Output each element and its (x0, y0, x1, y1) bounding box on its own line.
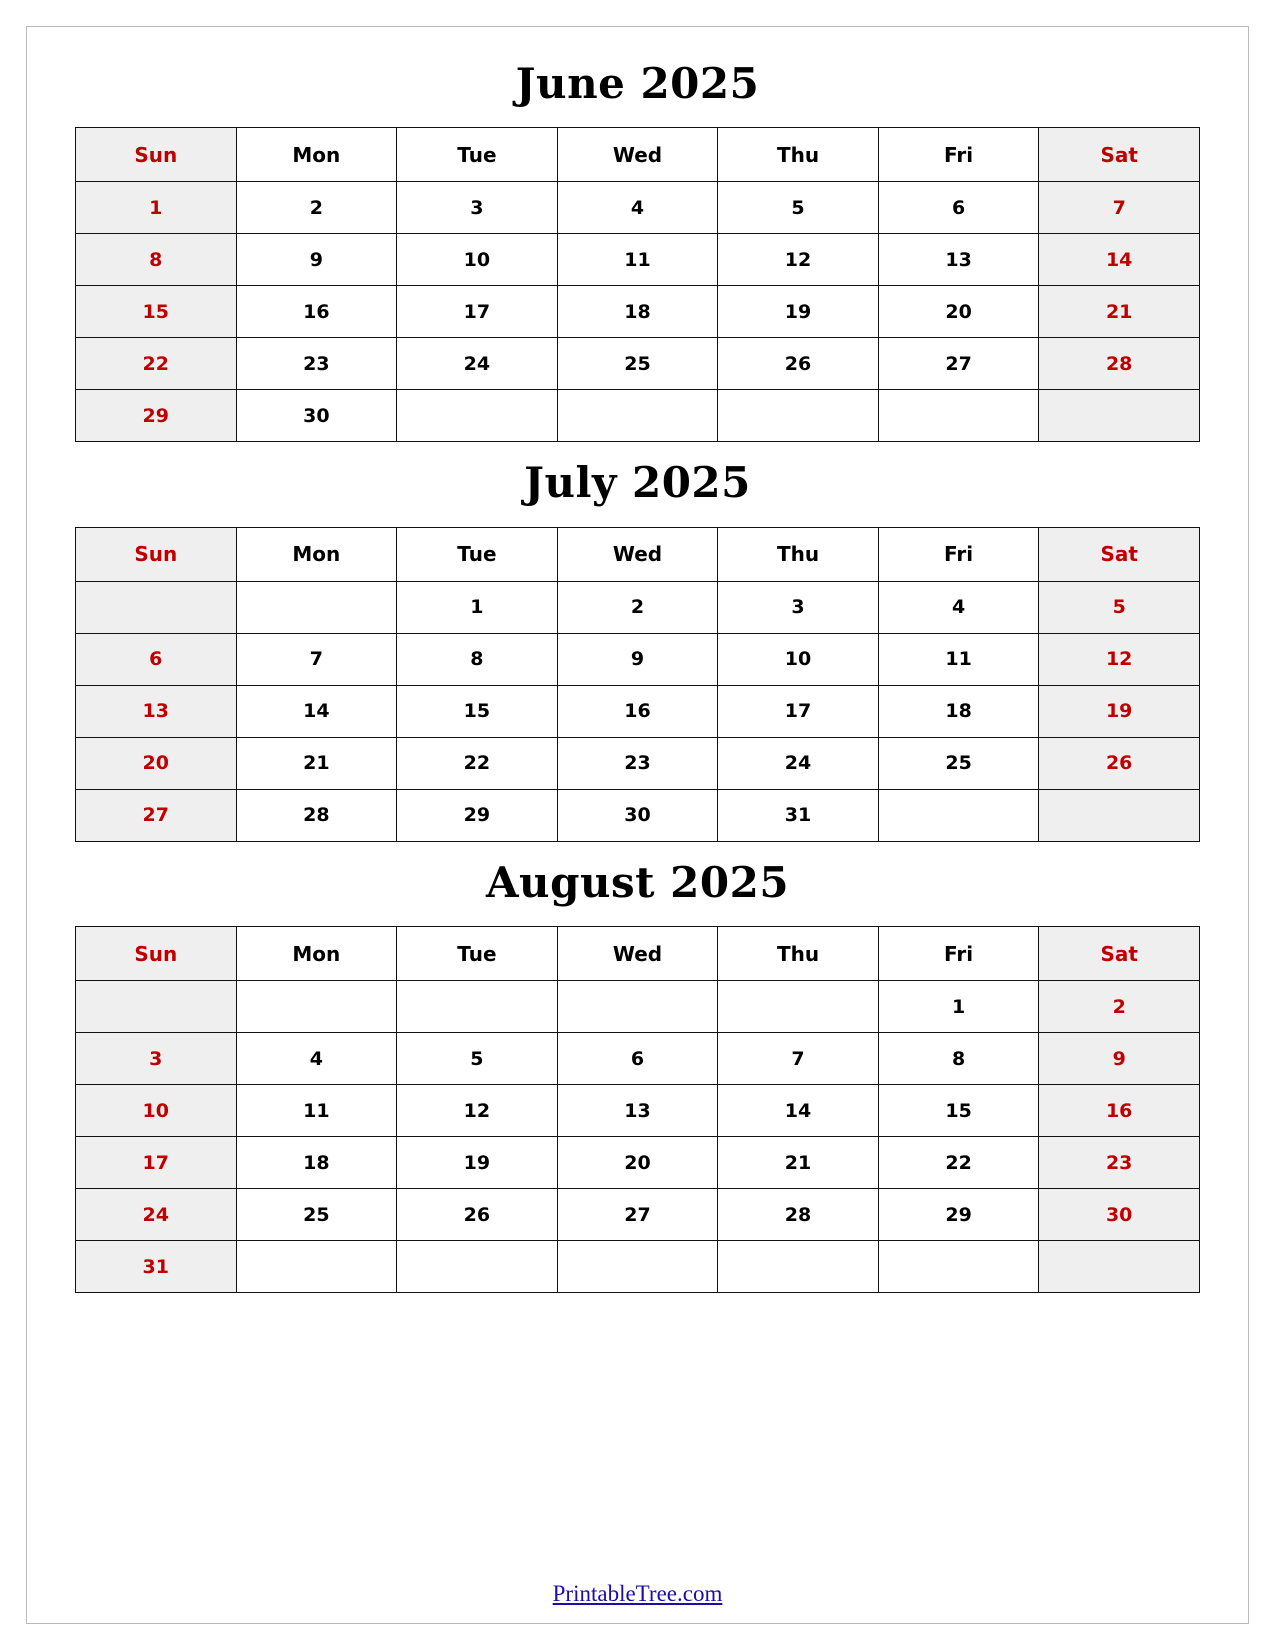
day-cell: 11 (557, 234, 718, 286)
calendar-week-row (76, 581, 1200, 633)
day-cell (397, 390, 558, 442)
day-cell: 4 (878, 581, 1039, 633)
day-cell: 1 (878, 981, 1039, 1033)
calendar-week-row (76, 1241, 1200, 1293)
weekday-header-tue: Tue (397, 927, 558, 981)
day-cell (557, 1241, 718, 1293)
day-cell: 29 (397, 789, 558, 841)
day-cell (718, 390, 879, 442)
day-cell: 30 (557, 789, 718, 841)
day-cell: 17 (76, 1137, 237, 1189)
day-cell: 16 (236, 286, 397, 338)
day-cell: 19 (1039, 685, 1200, 737)
day-cell (718, 981, 879, 1033)
day-cell: 10 (718, 633, 879, 685)
day-cell: 27 (878, 338, 1039, 390)
day-cell: 29 (878, 1189, 1039, 1241)
day-cell (1039, 390, 1200, 442)
day-cell: 12 (397, 1085, 558, 1137)
day-cell: 29 (76, 390, 237, 442)
day-cell: 18 (878, 685, 1039, 737)
weekday-header-thu: Thu (718, 527, 879, 581)
day-cell: 13 (557, 1085, 718, 1137)
day-cell: 21 (718, 1137, 879, 1189)
month-block-july (75, 448, 1200, 841)
day-cell (557, 390, 718, 442)
day-cell: 10 (76, 1085, 237, 1137)
day-cell: 8 (397, 633, 558, 685)
calendar-week-row (76, 234, 1200, 286)
weekday-header-sat: Sat (1039, 128, 1200, 182)
calendar-week-row (76, 390, 1200, 442)
day-cell: 7 (718, 1033, 879, 1085)
month-title-august: August 2025 (485, 857, 790, 907)
day-cell: 3 (718, 581, 879, 633)
calendar-week-row (76, 338, 1200, 390)
day-cell: 13 (878, 234, 1039, 286)
day-cell (1039, 789, 1200, 841)
weekday-header-sat: Sat (1039, 927, 1200, 981)
day-cell: 28 (236, 789, 397, 841)
day-cell: 25 (557, 338, 718, 390)
day-cell: 26 (1039, 737, 1200, 789)
day-cell: 22 (76, 338, 237, 390)
day-cell (236, 981, 397, 1033)
day-cell: 2 (557, 581, 718, 633)
calendar-week-row (76, 286, 1200, 338)
day-cell (718, 1241, 879, 1293)
day-cell: 18 (557, 286, 718, 338)
day-cell: 22 (397, 737, 558, 789)
day-cell: 21 (1039, 286, 1200, 338)
day-cell: 22 (878, 1137, 1039, 1189)
day-cell: 23 (1039, 1137, 1200, 1189)
day-cell: 20 (878, 286, 1039, 338)
weekday-header-fri: Fri (878, 527, 1039, 581)
day-cell: 14 (236, 685, 397, 737)
day-cell: 24 (76, 1189, 237, 1241)
day-cell: 9 (557, 633, 718, 685)
day-cell: 24 (718, 737, 879, 789)
day-cell: 1 (397, 581, 558, 633)
weekday-header-mon: Mon (236, 128, 397, 182)
calendar-week-row (76, 981, 1200, 1033)
day-cell: 13 (76, 685, 237, 737)
day-cell: 25 (236, 1189, 397, 1241)
calendar-table-june (75, 127, 1200, 442)
day-cell: 21 (236, 737, 397, 789)
day-cell: 10 (397, 234, 558, 286)
day-cell: 7 (236, 633, 397, 685)
calendar-week-row (76, 685, 1200, 737)
day-cell: 15 (878, 1085, 1039, 1137)
day-cell: 6 (76, 633, 237, 685)
weekday-header-sun: Sun (76, 128, 237, 182)
day-cell: 5 (1039, 581, 1200, 633)
day-cell: 1 (76, 182, 237, 234)
weekday-header-row (76, 527, 1200, 581)
day-cell: 4 (557, 182, 718, 234)
calendar-table-july (75, 527, 1200, 842)
weekday-header-sat: Sat (1039, 527, 1200, 581)
month-block-june (75, 49, 1200, 442)
weekday-header-wed: Wed (557, 927, 718, 981)
day-cell (236, 1241, 397, 1293)
day-cell (1039, 1241, 1200, 1293)
day-cell: 27 (557, 1189, 718, 1241)
weekday-header-mon: Mon (236, 527, 397, 581)
day-cell: 16 (1039, 1085, 1200, 1137)
day-cell: 6 (557, 1033, 718, 1085)
day-cell: 15 (76, 286, 237, 338)
day-cell: 19 (718, 286, 879, 338)
day-cell (878, 390, 1039, 442)
weekday-header-row (76, 927, 1200, 981)
weekday-header-tue: Tue (397, 527, 558, 581)
day-cell (878, 1241, 1039, 1293)
day-cell: 11 (878, 633, 1039, 685)
month-title-july: July 2025 (524, 458, 751, 508)
month-block-august (75, 848, 1200, 1293)
day-cell: 26 (397, 1189, 558, 1241)
day-cell: 14 (718, 1085, 879, 1137)
day-cell: 24 (397, 338, 558, 390)
weekday-header-mon: Mon (236, 927, 397, 981)
day-cell: 15 (397, 685, 558, 737)
day-cell: 20 (557, 1137, 718, 1189)
calendar-table-august (75, 926, 1200, 1293)
calendar-week-row (76, 182, 1200, 234)
day-cell (236, 581, 397, 633)
day-cell: 12 (718, 234, 879, 286)
weekday-header-sun: Sun (76, 927, 237, 981)
day-cell: 3 (76, 1033, 237, 1085)
day-cell: 25 (878, 737, 1039, 789)
printabletree-link[interactable]: PrintableTree.com (552, 1581, 723, 1606)
weekday-header-fri: Fri (878, 927, 1039, 981)
day-cell: 12 (1039, 633, 1200, 685)
day-cell: 2 (1039, 981, 1200, 1033)
day-cell: 23 (557, 737, 718, 789)
day-cell: 6 (878, 182, 1039, 234)
weekday-header-tue: Tue (397, 128, 558, 182)
day-cell (397, 1241, 558, 1293)
day-cell: 9 (1039, 1033, 1200, 1085)
day-cell: 7 (1039, 182, 1200, 234)
day-cell: 19 (397, 1137, 558, 1189)
day-cell: 17 (718, 685, 879, 737)
weekday-header-thu: Thu (718, 128, 879, 182)
day-cell: 9 (236, 234, 397, 286)
month-title-june: June 2025 (515, 59, 760, 108)
day-cell: 28 (1039, 338, 1200, 390)
weekday-header-fri: Fri (878, 128, 1039, 182)
day-cell: 16 (557, 685, 718, 737)
day-cell: 23 (236, 338, 397, 390)
day-cell (878, 789, 1039, 841)
day-cell: 8 (76, 234, 237, 286)
day-cell: 4 (236, 1033, 397, 1085)
weekday-header-row (76, 128, 1200, 182)
day-cell: 30 (236, 390, 397, 442)
day-cell (397, 981, 558, 1033)
weekday-header-thu: Thu (718, 927, 879, 981)
calendar-week-row (76, 737, 1200, 789)
weekday-header-sun: Sun (76, 527, 237, 581)
day-cell: 28 (718, 1189, 879, 1241)
calendar-week-row (76, 1137, 1200, 1189)
calendar-week-row (76, 633, 1200, 685)
day-cell: 2 (236, 182, 397, 234)
day-cell: 14 (1039, 234, 1200, 286)
day-cell (76, 581, 237, 633)
day-cell: 27 (76, 789, 237, 841)
weekday-header-wed: Wed (557, 128, 718, 182)
calendar-week-row (76, 1189, 1200, 1241)
day-cell (557, 981, 718, 1033)
weekday-header-wed: Wed (557, 527, 718, 581)
day-cell: 18 (236, 1137, 397, 1189)
footer (75, 1567, 1200, 1613)
day-cell: 3 (397, 182, 558, 234)
page-frame (26, 26, 1249, 1624)
calendar-week-row (76, 789, 1200, 841)
day-cell: 5 (397, 1033, 558, 1085)
day-cell: 20 (76, 737, 237, 789)
day-cell (76, 981, 237, 1033)
day-cell: 31 (76, 1241, 237, 1293)
day-cell: 26 (718, 338, 879, 390)
day-cell: 31 (718, 789, 879, 841)
day-cell: 17 (397, 286, 558, 338)
day-cell: 5 (718, 182, 879, 234)
day-cell: 11 (236, 1085, 397, 1137)
day-cell: 8 (878, 1033, 1039, 1085)
calendar-week-row (76, 1033, 1200, 1085)
day-cell: 30 (1039, 1189, 1200, 1241)
calendar-week-row (76, 1085, 1200, 1137)
